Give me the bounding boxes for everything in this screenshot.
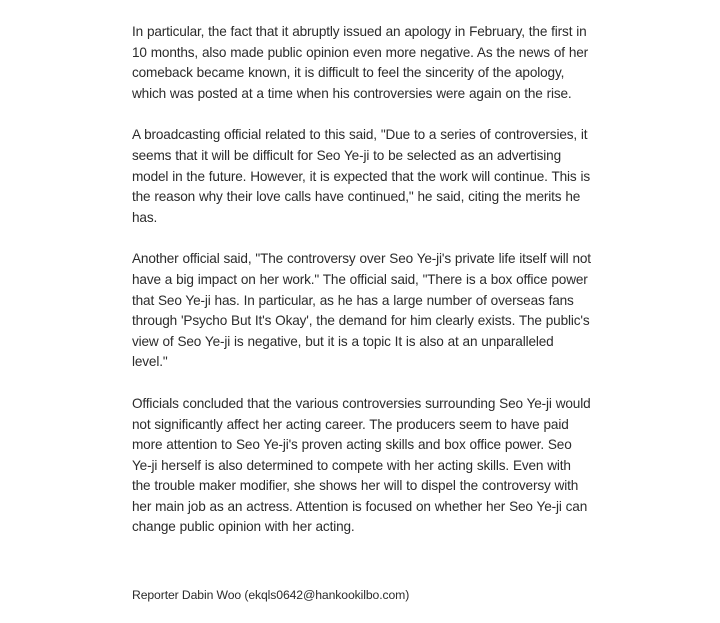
article-paragraph: A broadcasting official related to this said, "Due to a series of controversies, it seems that it will be difficult for Seo Ye-ji to be selected as an advertising model in the future. However, it is expected that the work will continue. This is the reason why their love calls have continued," he said, citing the merits he has. <box>132 127 590 225</box>
reporter-byline: Reporter Dabin Woo (ekqls0642@hankookilbo.com) <box>132 588 410 602</box>
article-paragraph: Another official said, "The controversy over Seo Ye-ji's private life itself will not have a big impact on her work." The official said, "There is a box office power that Seo Ye-ji has. In particular, as he has a large number of overseas fans through 'Psycho But It's Okay', the demand for him clearly exists. The public's view of Seo Ye-ji is negative, but it is a topic It is also at an unparalleled level." <box>132 251 591 370</box>
article-paragraph: In particular, the fact that it abruptly issued an apology in February, the first in 10 months, also made public opinion even more negative. As the news of her comeback became known, it is difficult to feel the sincerity of the apology, which was posted at a time when his controversies were again on the rise. <box>132 24 589 101</box>
article-paragraph: Officials concluded that the various controversies surrounding Seo Ye-ji would not significantly affect her acting career. The producers seem to have paid more attention to Seo Ye-ji's proven acting skills and box office power. Seo Ye-ji herself is also determined to compete with her acting skills. Even with the trouble maker modifier, she shows her will to dispel the controversy with her main job as an actress. Attention is focused on whether her Seo Ye-ji can change public opinion with her acting. <box>132 395 591 535</box>
article-body <box>132 22 592 538</box>
